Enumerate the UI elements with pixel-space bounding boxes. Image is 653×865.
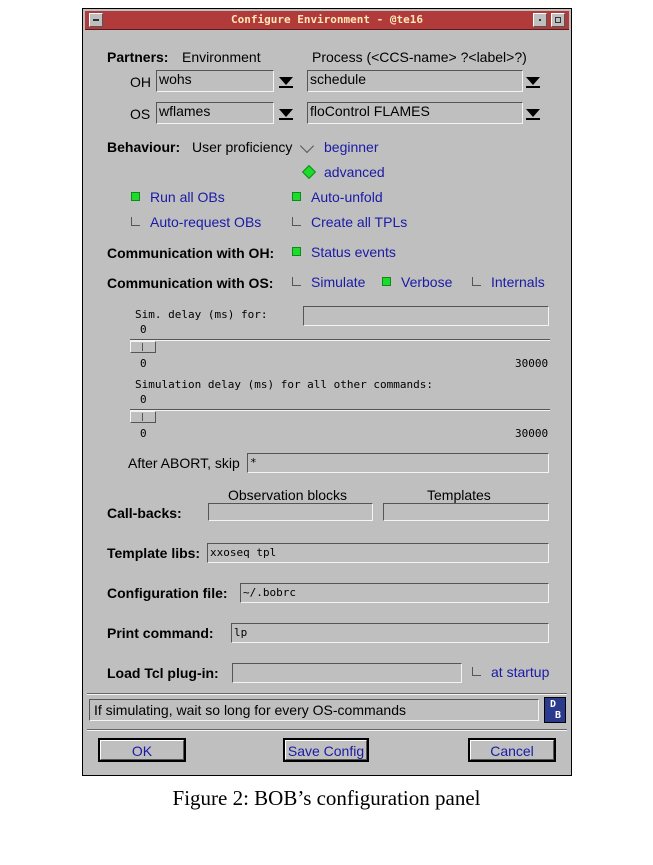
template-libs-label: Template libs:: [107, 545, 201, 561]
beginner-radio[interactable]: [300, 139, 314, 153]
at-startup-label[interactable]: at startup: [491, 664, 550, 680]
create-all-tpls-checkbox[interactable]: [292, 217, 301, 226]
tcl-plugin-field[interactable]: [232, 663, 462, 683]
scale1-min-label: 0: [140, 357, 147, 370]
os-environment-dropdown-icon[interactable]: [276, 104, 296, 122]
cancel-button-label: Cancel: [470, 740, 554, 760]
status-events-label[interactable]: Status events: [311, 244, 396, 260]
advanced-option-label[interactable]: advanced: [324, 164, 385, 180]
status-bar: If simulating, wait so long for every OS-commands: [89, 699, 539, 721]
run-all-obs-label[interactable]: Run all OBs: [150, 189, 225, 205]
os-process-dropdown-icon[interactable]: [523, 104, 543, 122]
tcl-plugin-label: Load Tcl plug-in:: [107, 665, 219, 681]
simulate-label[interactable]: Simulate: [311, 274, 366, 290]
save-config-button[interactable]: [283, 738, 369, 762]
templates-field[interactable]: [383, 503, 549, 521]
save-config-button-label: Save Config: [285, 740, 367, 760]
sim-all-other-label: Simulation delay (ms) for all other commands:: [135, 378, 434, 391]
comm-os-label: Communication with OS:: [107, 275, 274, 291]
cancel-button[interactable]: [468, 738, 556, 762]
os-process-field[interactable]: floControl FLAMES: [307, 102, 523, 124]
status-separator: [87, 693, 567, 695]
oh-environment-dropdown-icon[interactable]: [276, 72, 296, 90]
beginner-option-label[interactable]: beginner: [324, 139, 379, 155]
scale1-trough[interactable]: [130, 339, 550, 341]
partners-label: Partners:: [107, 49, 169, 65]
maximize-icon[interactable]: [551, 13, 565, 27]
scale1-slider-thumb[interactable]: [130, 341, 156, 353]
observation-blocks-field[interactable]: [208, 503, 373, 521]
behaviour-label: Behaviour:: [107, 139, 181, 155]
environment-header: Environment: [182, 49, 261, 65]
scale1-value: 0: [140, 323, 147, 336]
oh-process-dropdown-icon[interactable]: [523, 72, 543, 90]
templates-header: Templates: [427, 487, 491, 503]
scale2-min-label: 0: [140, 427, 147, 440]
comm-oh-label: Communication with OH:: [107, 245, 275, 261]
os-label: OS: [130, 106, 151, 122]
scale2-slider-thumb[interactable]: [130, 411, 156, 423]
scale2-value: 0: [140, 393, 147, 406]
figure-caption: Figure 2: BOB’s configuration panel: [172, 786, 481, 810]
at-startup-checkbox[interactable]: [472, 667, 481, 676]
sim-delay-for-field[interactable]: [303, 306, 549, 326]
run-all-obs-checkbox[interactable]: [131, 192, 140, 201]
configure-environment-window: [82, 8, 572, 776]
auto-unfold-checkbox[interactable]: [292, 192, 301, 201]
after-abort-field[interactable]: *: [247, 453, 549, 473]
after-abort-label: After ABORT, skip: [128, 455, 240, 471]
verbose-label[interactable]: Verbose: [401, 274, 453, 290]
status-events-checkbox[interactable]: [292, 247, 301, 256]
sim-delay-for-label: Sim. delay (ms) for:: [135, 308, 268, 321]
auto-request-obs-checkbox[interactable]: [131, 217, 140, 226]
callbacks-label: Call-backs:: [107, 505, 182, 521]
internals-checkbox[interactable]: [472, 277, 481, 286]
oh-process-field[interactable]: schedule: [307, 70, 523, 92]
scale1-max-label: 30000: [515, 357, 549, 370]
process-header: Process (<CCS-name> ?<label>?): [312, 49, 527, 65]
print-command-label: Print command:: [107, 625, 214, 641]
minimize-icon[interactable]: [533, 13, 547, 27]
db-icon[interactable]: D B: [544, 697, 566, 723]
title-bar[interactable]: [85, 11, 569, 30]
simulate-checkbox[interactable]: [292, 277, 301, 286]
oh-label: OH: [130, 74, 151, 90]
auto-unfold-label[interactable]: Auto-unfold: [311, 189, 383, 205]
buttons-separator: [87, 729, 567, 731]
scale2-max-label: 30000: [515, 427, 549, 440]
oh-environment-field[interactable]: wohs: [156, 70, 274, 92]
create-all-tpls-label[interactable]: Create all TPLs: [311, 214, 408, 230]
ok-button[interactable]: [98, 738, 186, 762]
user-proficiency-label: User proficiency: [192, 139, 293, 155]
internals-label[interactable]: Internals: [491, 274, 545, 290]
ok-button-label: OK: [100, 740, 184, 760]
advanced-radio[interactable]: [302, 165, 316, 179]
scale2-trough[interactable]: [130, 409, 550, 411]
template-libs-field[interactable]: xxoseq tpl: [207, 543, 549, 563]
os-environment-field[interactable]: wflames: [156, 102, 274, 124]
config-file-field[interactable]: ~/.bobrc: [240, 583, 549, 603]
verbose-checkbox[interactable]: [382, 277, 391, 286]
observation-blocks-header: Observation blocks: [228, 487, 348, 503]
auto-request-obs-label[interactable]: Auto-request OBs: [150, 214, 262, 230]
window-title: Configure Environment - @te16: [230, 13, 424, 26]
print-command-field[interactable]: lp: [231, 623, 549, 643]
config-file-label: Configuration file:: [107, 585, 228, 601]
